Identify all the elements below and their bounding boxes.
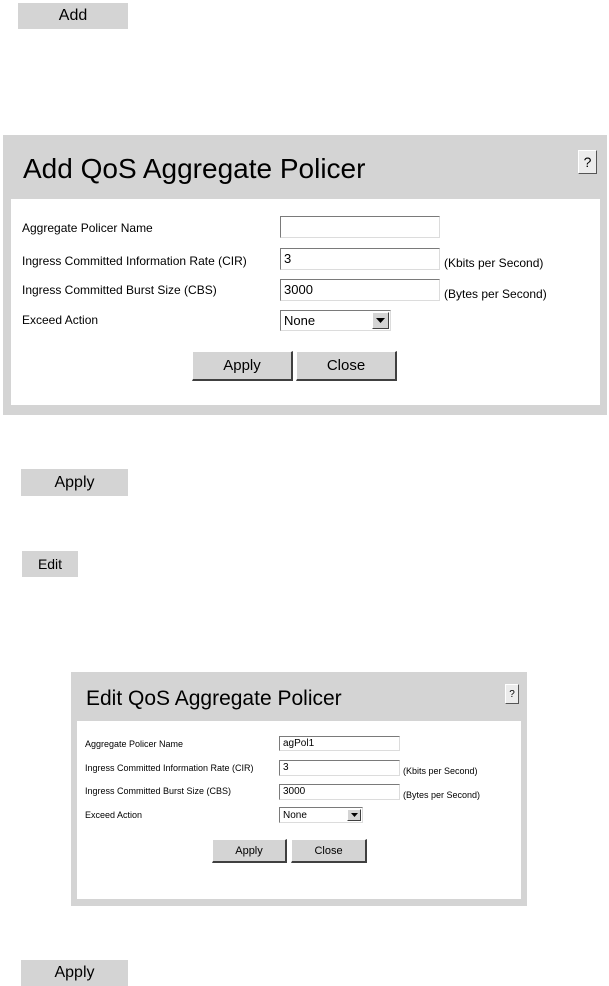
aggregate-policer-name-label: Aggregate Policer Name <box>85 739 184 749</box>
help-icon[interactable]: ? <box>505 684 519 704</box>
dialog-title: Add QoS Aggregate Policer <box>23 153 366 184</box>
apply-button[interactable]: Apply <box>212 839 287 863</box>
cir-unit: (Kbits per Second) <box>403 766 478 776</box>
chevron-down-icon[interactable] <box>347 809 361 821</box>
cbs-label: Ingress Committed Burst Size (CBS) <box>22 283 217 297</box>
cbs-unit: (Bytes per Second) <box>403 790 481 800</box>
cbs-input[interactable]: 3000 <box>279 784 400 800</box>
chevron-down-icon[interactable] <box>372 312 389 329</box>
cir-unit: (Kbits per Second) <box>444 256 544 270</box>
apply-button[interactable]: Apply <box>21 469 128 496</box>
cbs-unit: (Bytes per Second) <box>444 287 547 301</box>
exceed-action-label: Exceed Action <box>85 810 143 820</box>
exceed-action-value: None <box>284 313 316 328</box>
aggregate-policer-name-label: Aggregate Policer Name <box>22 221 153 235</box>
cir-input[interactable]: 3 <box>279 760 400 776</box>
apply-button[interactable]: Apply <box>21 960 128 986</box>
cbs-label: Ingress Committed Burst Size (CBS) <box>85 786 232 796</box>
add-button[interactable]: Add <box>18 3 128 29</box>
exceed-action-select[interactable] <box>280 310 391 331</box>
close-button[interactable]: Close <box>291 839 367 863</box>
exceed-action-select[interactable] <box>279 807 363 823</box>
add-qos-aggregate-policer-dialog <box>3 135 607 415</box>
help-icon[interactable]: ? <box>578 150 597 174</box>
edit-button[interactable]: Edit <box>22 551 78 577</box>
cbs-input[interactable]: 3000 <box>280 279 440 301</box>
dialog-title: Edit QoS Aggregate Policer <box>86 687 342 710</box>
close-button[interactable]: Close <box>296 351 397 381</box>
form-panel <box>77 721 521 899</box>
cir-label: Ingress Committed Information Rate (CIR) <box>85 763 254 773</box>
exceed-action-value: None <box>283 809 307 821</box>
form-panel <box>11 199 600 405</box>
cir-input[interactable]: 3 <box>280 248 440 270</box>
aggregate-policer-name-input[interactable] <box>280 216 440 238</box>
aggregate-policer-name-input[interactable]: agPol1 <box>279 736 400 751</box>
exceed-action-label: Exceed Action <box>22 313 99 327</box>
edit-qos-aggregate-policer-dialog <box>71 672 527 906</box>
apply-button[interactable]: Apply <box>192 351 293 381</box>
cir-label: Ingress Committed Information Rate (CIR) <box>22 254 247 268</box>
